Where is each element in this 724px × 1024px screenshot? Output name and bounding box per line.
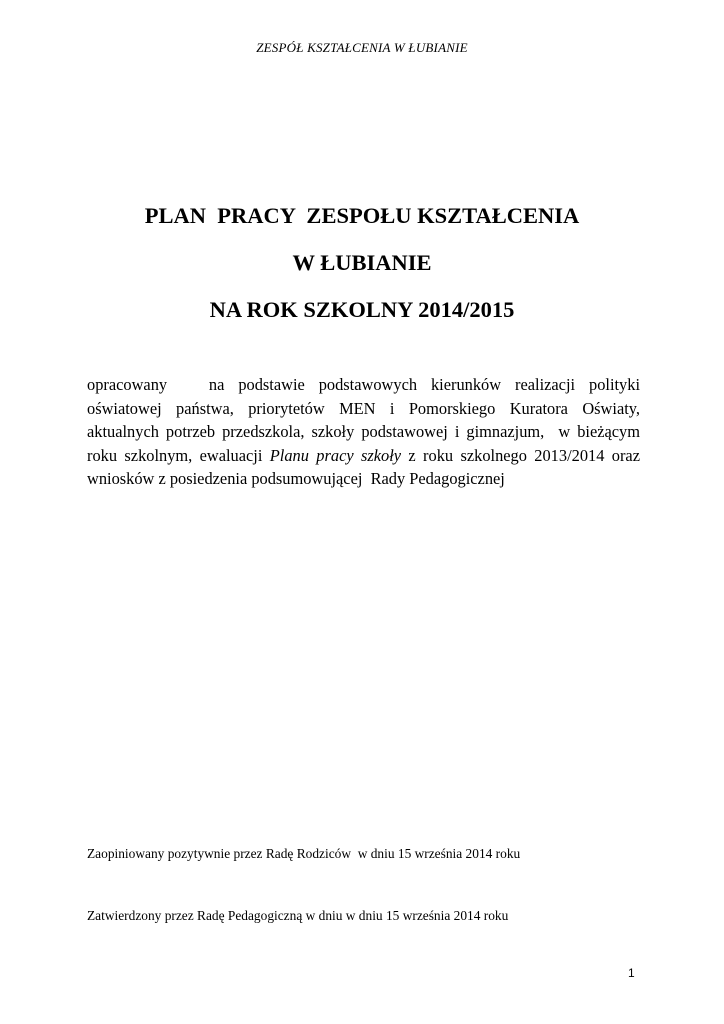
running-header: ZESPÓŁ KSZTAŁCENIA W ŁUBIANIE — [256, 40, 468, 55]
intro-line-4-start: roku szkolnym, ewaluacji — [87, 445, 270, 465]
title-line-1: PLAN PRACY ZESPOŁU KSZTAŁCENIA — [144, 203, 580, 228]
intro-line-4-end: z roku szkolnego 2013/2014 oraz — [401, 445, 640, 465]
intro-line-5: wniosków z posiedzenia podsumowującej Rady Pedagogicznej — [87, 469, 505, 488]
intro-line-3: aktualnych potrzeb przedszkola, szkoły podstawowej i gimnazjum, w bieżącym — [87, 422, 640, 441]
parents-council-opinion-note: Zaopiniowany pozytywnie przez Radę Rodziców w dniu 15 września 2014 roku — [87, 846, 521, 861]
intro-line-2: oświatowej państwa, priorytetów MEN i Pomorskiego Kuratora Oświaty, — [87, 398, 640, 418]
teachers-council-approval-note: Zatwierdzony przez Radę Pedagogiczną w dniu w dniu 15 września 2014 roku — [87, 908, 509, 923]
plan-title-italic: Planu pracy szkoły — [269, 445, 402, 465]
title-line-3: NA ROK SZKOLNY 2014/2015 — [209, 297, 515, 322]
intro-paragraph — [87, 373, 640, 491]
document-title — [0, 196, 724, 337]
intro-line-1: opracowany na podstawie podstawowych kierunków realizacji polityki — [87, 375, 640, 394]
page-number: 1 — [628, 966, 635, 980]
title-line-2: W ŁUBIANIE — [292, 250, 432, 275]
intro-line-4 — [87, 444, 640, 468]
